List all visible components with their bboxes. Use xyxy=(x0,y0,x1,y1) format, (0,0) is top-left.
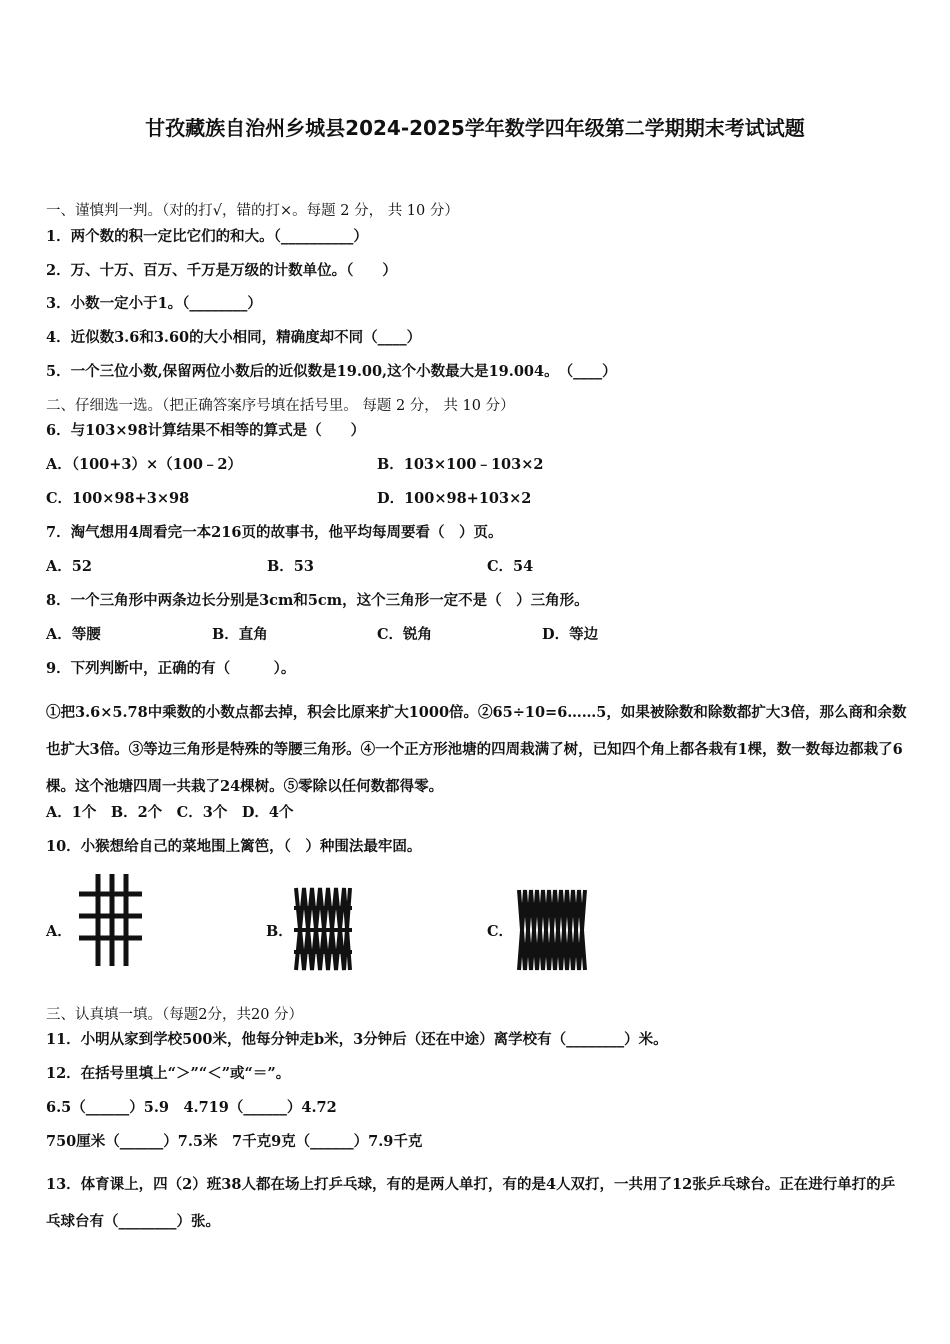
question-1: 1．两个数的积一定比它们的和大。（__________） xyxy=(46,228,368,245)
question-8-option-c: C．锐角 xyxy=(377,626,433,643)
fence-grid-figure xyxy=(76,872,144,968)
question-10-option-a: A． xyxy=(46,923,72,940)
question-4: 4．近似数3.6和3.60的大小相同，精确度却不同（____） xyxy=(46,329,422,346)
question-6: 6．与103×98计算结果不相等的算式是（ ） xyxy=(46,422,366,439)
question-9-options: A．1个 B．2个 C．3个 D．4个 xyxy=(46,804,294,821)
question-6-option-c: C．100×98+3×98 xyxy=(46,490,190,507)
fence-zigzag-figure xyxy=(515,882,591,976)
question-2: 2．万、十万、百万、千万是万级的计数单位。（ ） xyxy=(46,262,397,279)
question-7: 7．淘气想用4周看完一本216页的故事书，他平均每周要看（ ）页。 xyxy=(46,524,503,541)
question-7-option-b: B．53 xyxy=(267,558,314,575)
question-10-option-b: B． xyxy=(266,923,293,940)
question-6-option-d: D．100×98+103×2 xyxy=(377,490,532,507)
question-9: 9．下列判断中，正确的有（ ）。 xyxy=(46,660,296,677)
question-12-row-1: 6.5（______）5.9 4.719（______）4.72 xyxy=(46,1099,337,1116)
question-7-option-c: C．54 xyxy=(487,558,534,575)
question-12-row-2: 750厘米（______）7.5米 7千克9克（______）7.9千克 xyxy=(46,1133,423,1150)
question-10-option-c: C． xyxy=(487,923,514,940)
question-11: 11．小明从家到学校500米，他每分钟走b米，3分钟后（还在中途）离学校有（________）米。 xyxy=(46,1031,668,1048)
question-10: 10．小猴想给自己的菜地围上篱笆，（ ）种围法最牢固。 xyxy=(46,838,422,855)
question-13: 13．体育课上，四（2）班38人都在场上打乒乓球，有的是两人单打，有的是4人双打，一共用了12张乒乓球台。正在进行单打的乒乓球台有（________）张。 xyxy=(46,1176,896,1230)
question-8-option-d: D．等边 xyxy=(542,626,599,643)
fence-cross-figure xyxy=(292,882,354,976)
question-3: 3．小数一定小于1。（________） xyxy=(46,295,262,312)
question-8-option-b: B．直角 xyxy=(212,626,268,643)
question-12: 12．在括号里填上“＞”“＜”或“＝”。 xyxy=(46,1065,291,1082)
page-title: 甘孜藏族自治州乡城县2024-2025学年数学四年级第二学期期末考试试题 xyxy=(145,116,805,140)
question-6-option-b: B．103×100﹣103×2 xyxy=(377,456,544,473)
section-3-heading: 三、认真填一填。（每题2分，共20 分） xyxy=(46,1007,304,1023)
section-1-heading: 一、谨慎判一判。（对的打√，错的打×。每题 2 分， 共 10 分） xyxy=(46,203,459,219)
question-6-option-a: A．（100+3）×（100﹣2） xyxy=(46,456,243,473)
question-8-option-a: A．等腰 xyxy=(46,626,101,643)
question-9-body: ①把3.6×5.78中乘数的小数点都去掉，积会比原来扩大1000倍。②65÷10=6……5，如果被除数和除数都扩大3倍，那么商和余数也扩大3倍。③等边三角形是特殊的等腰三角形。④一个正方形池塘的四周栽满了树，已知四个角上都各栽有1棵，数一数每边都栽了6棵。这个池塘四周一共栽了24棵树。⑤零除以任何数都得零。 xyxy=(46,704,907,795)
question-8: 8．一个三角形中两条边长分别是3cm和5cm，这个三角形一定不是（ ）三角形。 xyxy=(46,592,589,609)
question-7-option-a: A．52 xyxy=(46,558,92,575)
question-5: 5．一个三位小数,保留两位小数后的近似数是19.00,这个小数最大是19.004。 （____） xyxy=(46,363,617,380)
section-2-heading: 二、仔细选一选。（把正确答案序号填在括号里。 每题 2 分， 共 10 分） xyxy=(46,398,515,414)
